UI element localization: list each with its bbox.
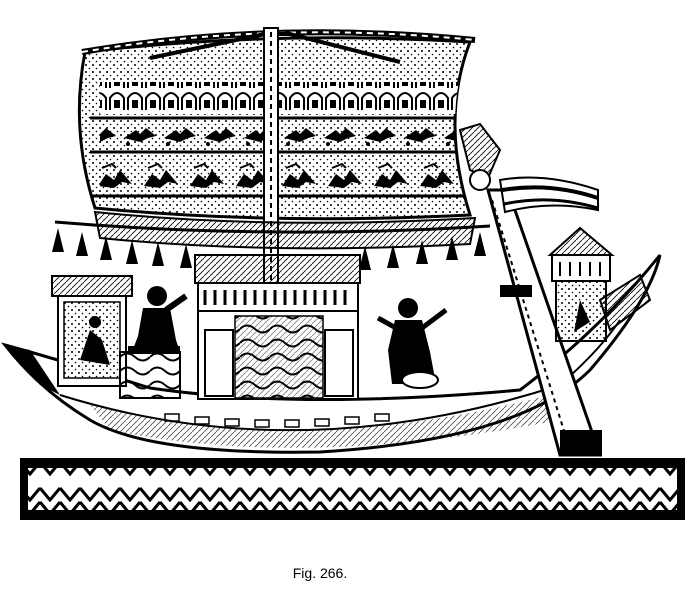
- central-shrine: [195, 255, 360, 399]
- figure-caption: Fig. 266.: [292, 565, 348, 581]
- kneeling-figure-right: [378, 298, 446, 388]
- base-band: [20, 458, 685, 520]
- pennant: [500, 178, 598, 212]
- bow-cabin: [550, 228, 612, 341]
- seated-figure-left: [128, 286, 186, 354]
